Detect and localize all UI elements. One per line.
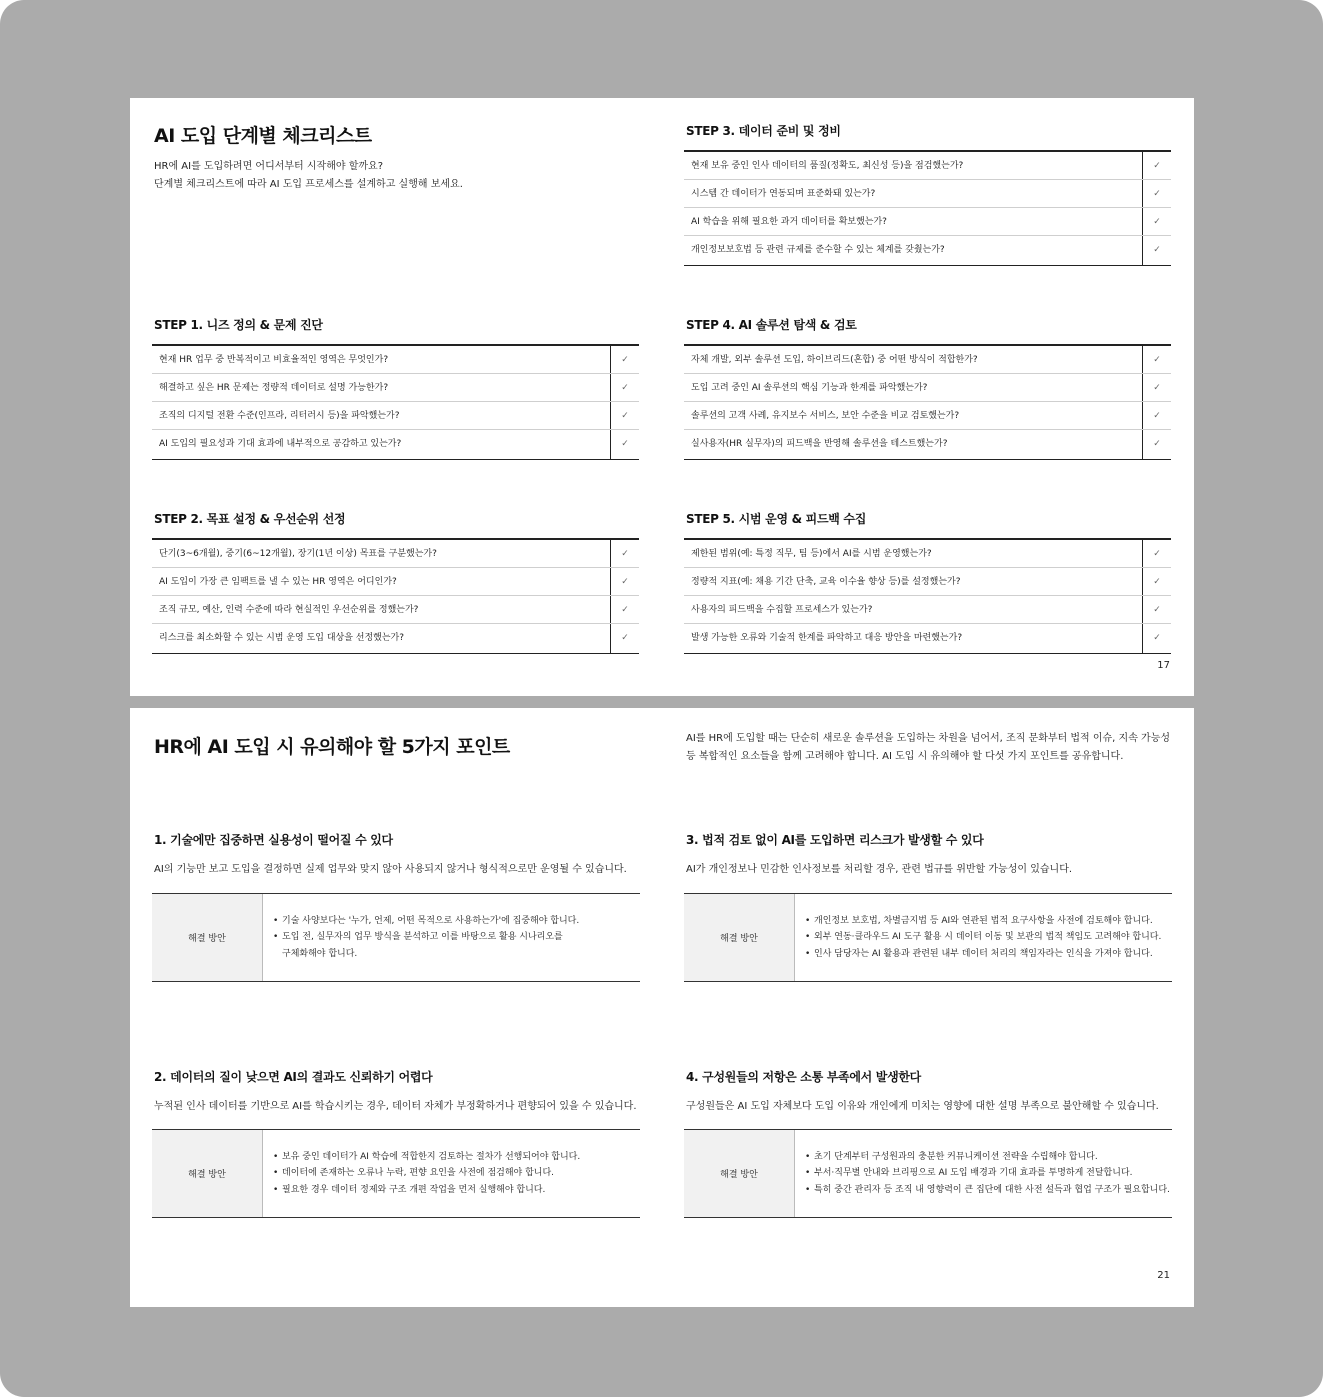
step-3-title: STEP 3. 데이터 준비 및 정비 — [686, 124, 841, 138]
solution-text: 외부 연동·클라우드 AI 도구 활용 시 데이터 이동 및 보관의 법적 책임도 고려해야 합니다. — [814, 932, 1162, 943]
solution-text: 필요한 경우 데이터 정제와 구조 개편 작업을 먼저 실행해야 합니다. — [282, 1184, 546, 1195]
bullet-icon: • — [805, 915, 811, 926]
solution-item — [805, 1165, 1172, 1182]
intro-line: 등 복합적인 요소들을 함께 고려해야 합니다. AI 도입 시 유의해야 할 다섯 가지 포인트를 공유합니다. — [686, 751, 1124, 762]
checklist-row[interactable] — [684, 236, 1171, 265]
bullet-icon: • — [805, 1151, 811, 1162]
document-page-21 — [130, 708, 1194, 1307]
checklist-question: 조직 규모, 예산, 인력 수준에 따라 현실적인 우선순위를 정했는가? — [159, 605, 419, 615]
solution-text: 특히 중간 관리자 등 조직 내 영향력이 큰 집단에 대한 사전 설득과 협업 구조가 필요합니다. — [814, 1184, 1170, 1195]
step-3-checklist — [684, 150, 1171, 266]
checkbox-icon[interactable]: ✓ — [1142, 152, 1171, 179]
solution-text: 도입 전, 실무자의 업무 방식을 분석하고 이를 바탕으로 활용 시나리오를 구체화해야 합니다. — [282, 932, 563, 959]
checkbox-icon[interactable]: ✓ — [1142, 624, 1171, 653]
page-title: AI 도입 단계별 체크리스트 — [154, 125, 372, 147]
bullet-icon: • — [273, 1184, 279, 1195]
checklist-question: 도입 고려 중인 AI 솔루션의 핵심 기능과 한계를 파악했는가? — [691, 383, 928, 393]
checkbox-icon[interactable]: ✓ — [1142, 346, 1171, 373]
solution-item — [805, 913, 1172, 930]
solution-text: 개인정보 보호법, 차별금지법 등 AI와 연관된 법적 요구사항을 사전에 검토해야 합니다. — [814, 915, 1153, 926]
solution-text: 데이터에 존재하는 오류나 누락, 편향 요인을 사전에 점검해야 합니다. — [282, 1168, 555, 1179]
checklist-question: 정량적 지표(예: 채용 기간 단축, 교육 이수율 향상 등)를 설정했는가? — [691, 577, 961, 587]
document-page-17 — [130, 98, 1194, 696]
checklist-row[interactable] — [152, 568, 639, 596]
solution-item — [805, 1149, 1172, 1166]
checklist-row[interactable] — [684, 152, 1171, 180]
checklist-row[interactable] — [152, 540, 639, 568]
point-1-title: 1. 기술에만 집중하면 실용성이 떨어질 수 있다 — [154, 833, 393, 847]
solution-text: 인사 담당자는 AI 활용과 관련된 내부 데이터 처리의 책임자라는 인식을 가져야 합니다. — [814, 948, 1153, 959]
solution-item — [805, 929, 1172, 946]
point-4-description: 구성원들은 AI 도입 자체보다 도입 이유와 개인에게 미치는 영향에 대한 설명 부족으로 불안해할 수 있습니다. — [686, 1101, 1159, 1112]
solution-item — [805, 1182, 1172, 1199]
checkbox-icon[interactable]: ✓ — [1142, 430, 1171, 459]
step-2-title: STEP 2. 목표 설정 & 우선순위 선정 — [154, 512, 346, 526]
checkbox-icon[interactable]: ✓ — [1142, 568, 1171, 595]
point-2-solution-table — [152, 1129, 640, 1218]
point-3-solution-table — [684, 893, 1172, 982]
solution-list — [263, 1130, 640, 1217]
solution-item — [273, 1182, 640, 1199]
solution-text: 기술 사양보다는 '누가, 언제, 어떤 목적으로 사용하는가'에 집중해야 합니다. — [282, 915, 580, 926]
checkbox-icon[interactable]: ✓ — [610, 402, 639, 429]
checkbox-icon[interactable]: ✓ — [610, 540, 639, 567]
checklist-row[interactable] — [152, 346, 639, 374]
checklist-question: AI 도입이 가장 큰 임팩트를 낼 수 있는 HR 영역은 어디인가? — [159, 577, 397, 587]
bullet-icon: • — [805, 1168, 811, 1179]
checklist-question: 발생 가능한 오류와 기술적 한계를 파악하고 대응 방안을 마련했는가? — [691, 633, 963, 643]
bullet-icon: • — [805, 1184, 811, 1195]
bullet-icon: • — [273, 915, 279, 926]
page-title: HR에 AI 도입 시 유의해야 할 5가지 포인트 — [154, 736, 510, 758]
checklist-row[interactable] — [684, 596, 1171, 624]
checklist-question: AI 학습을 위해 필요한 과거 데이터를 확보했는가? — [691, 217, 887, 227]
checklist-row[interactable] — [684, 346, 1171, 374]
checklist-question: 현재 보유 중인 인사 데이터의 품질(정확도, 최신성 등)을 점검했는가? — [691, 161, 964, 171]
checklist-question: 시스템 간 데이터가 연동되며 표준화돼 있는가? — [691, 189, 876, 199]
checkbox-icon[interactable]: ✓ — [610, 430, 639, 459]
checklist-question: 해결하고 싶은 HR 문제는 정량적 데이터로 설명 가능한가? — [159, 383, 389, 393]
bullet-icon: • — [273, 1168, 279, 1179]
checklist-question: AI 도입의 필요성과 기대 효과에 내부적으로 공감하고 있는가? — [159, 439, 402, 449]
page-number: 21 — [1157, 1270, 1170, 1281]
checkbox-icon[interactable]: ✓ — [1142, 596, 1171, 623]
checklist-question: 단기(3~6개월), 중기(6~12개월), 장기(1년 이상) 목표를 구분했는가? — [159, 549, 437, 559]
point-2-description: 누적된 인사 데이터를 기반으로 AI를 학습시키는 경우, 데이터 자체가 부정확하거나 편향되어 있을 수 있습니다. — [154, 1101, 637, 1112]
page-intro — [686, 730, 1170, 766]
solution-item — [273, 1165, 640, 1182]
checklist-question: 조직의 디지털 전환 수준(인프라, 리터러시 등)을 파악했는가? — [159, 411, 400, 421]
point-4-title: 4. 구성원들의 저항은 소통 부족에서 발생한다 — [686, 1070, 921, 1084]
checklist-question: 솔루션의 고객 사례, 유지보수 서비스, 보안 수준을 비교 검토했는가? — [691, 411, 960, 421]
solution-text: 부서·직무별 안내와 브리핑으로 AI 도입 배경과 기대 효과를 투명하게 전달합니다. — [814, 1168, 1133, 1179]
solution-item — [273, 913, 640, 930]
solution-label: 해결 방안 — [684, 894, 795, 981]
solution-list — [795, 1130, 1172, 1217]
bullet-icon: • — [273, 932, 279, 943]
step-4-checklist — [684, 344, 1171, 460]
page-number: 17 — [1157, 660, 1170, 671]
checklist-row[interactable] — [684, 402, 1171, 430]
point-4-solution-table — [684, 1129, 1172, 1218]
checkbox-icon[interactable]: ✓ — [610, 596, 639, 623]
checklist-question: 리스크를 최소화할 수 있는 시범 운영 도입 대상을 선정했는가? — [159, 633, 405, 643]
checklist-row[interactable] — [684, 430, 1171, 459]
checklist-question: 개인정보보호법 등 관련 규제를 준수할 수 있는 체계를 갖췄는가? — [691, 245, 945, 255]
bullet-icon: • — [805, 948, 811, 959]
checkbox-icon[interactable]: ✓ — [610, 374, 639, 401]
point-1-description: AI의 기능만 보고 도입을 결정하면 실제 업무와 맞지 않아 사용되지 않거나 형식적으로만 운영될 수 있습니다. — [154, 864, 627, 875]
bullet-icon: • — [805, 932, 811, 943]
solution-list — [795, 894, 1172, 981]
checklist-row[interactable] — [152, 402, 639, 430]
checklist-question: 자체 개발, 외부 솔루션 도입, 하이브리드(혼합) 중 어떤 방식이 적합한가? — [691, 355, 978, 365]
point-3-description: AI가 개인정보나 민감한 인사정보를 처리할 경우, 관련 법규를 위반할 가능성이 있습니다. — [686, 864, 1073, 875]
solution-label: 해결 방안 — [152, 1130, 263, 1217]
intro-line: HR에 AI를 도입하려면 어디서부터 시작해야 할까요? — [154, 161, 383, 172]
checklist-row[interactable] — [684, 624, 1171, 653]
point-3-title: 3. 법적 검토 없이 AI를 도입하면 리스크가 발생할 수 있다 — [686, 833, 984, 847]
checklist-question: 현재 HR 업무 중 반복적이고 비효율적인 영역은 무엇인가? — [159, 355, 389, 365]
intro-line: AI를 HR에 도입할 때는 단순히 새로운 솔루션을 도입하는 차원을 넘어서, 조직 문화부터 법적 이슈, 지속 가능성 — [686, 733, 1171, 744]
checklist-row[interactable] — [152, 430, 639, 459]
checkbox-icon[interactable]: ✓ — [1142, 374, 1171, 401]
checklist-row[interactable] — [152, 374, 639, 402]
point-1-solution-table — [152, 893, 640, 982]
intro-line: 단계별 체크리스트에 따라 AI 도입 프로세스를 설계하고 실행해 보세요. — [154, 179, 463, 190]
solution-text: 보유 중인 데이터가 AI 학습에 적합한지 검토하는 절차가 선행되어야 합니다. — [282, 1151, 581, 1162]
checkbox-icon[interactable]: ✓ — [1142, 540, 1171, 567]
step-1-title: STEP 1. 니즈 정의 & 문제 진단 — [154, 318, 323, 332]
solution-item — [273, 929, 640, 962]
checkbox-icon[interactable]: ✓ — [1142, 402, 1171, 429]
checklist-question: 실사용자(HR 실무자)의 피드백을 반영해 솔루션을 테스트했는가? — [691, 439, 948, 449]
bullet-icon: • — [273, 1151, 279, 1162]
checklist-row[interactable] — [684, 374, 1171, 402]
solution-label: 해결 방안 — [152, 894, 263, 981]
checkbox-icon[interactable]: ✓ — [1142, 180, 1171, 207]
checkbox-icon[interactable]: ✓ — [610, 624, 639, 653]
solution-item — [273, 1149, 640, 1166]
page-intro — [154, 158, 463, 194]
checklist-question: 사용자의 피드백을 수집할 프로세스가 있는가? — [691, 605, 873, 615]
step-5-checklist — [684, 538, 1171, 654]
checklist-row[interactable] — [684, 540, 1171, 568]
checklist-row[interactable] — [152, 624, 639, 653]
step-2-checklist — [152, 538, 639, 654]
solution-label: 해결 방안 — [684, 1130, 795, 1217]
solution-text: 초기 단계부터 구성원과의 충분한 커뮤니케이션 전략을 수립해야 합니다. — [814, 1151, 1098, 1162]
solution-list — [263, 894, 640, 981]
checkbox-icon[interactable]: ✓ — [1142, 208, 1171, 235]
point-2-title: 2. 데이터의 질이 낮으면 AI의 결과도 신뢰하기 어렵다 — [154, 1070, 433, 1084]
checklist-row[interactable] — [152, 596, 639, 624]
step-5-title: STEP 5. 시범 운영 & 피드백 수집 — [686, 512, 866, 526]
checklist-row[interactable] — [684, 180, 1171, 208]
checkbox-icon[interactable]: ✓ — [610, 568, 639, 595]
checklist-row[interactable] — [684, 568, 1171, 596]
checklist-question: 제한된 범위(예: 특정 직무, 팀 등)에서 AI를 시범 운영했는가? — [691, 549, 932, 559]
checkbox-icon[interactable]: ✓ — [1142, 236, 1171, 265]
solution-item — [805, 946, 1172, 963]
step-4-title: STEP 4. AI 솔루션 탐색 & 검토 — [686, 318, 857, 332]
checklist-row[interactable] — [684, 208, 1171, 236]
step-1-checklist — [152, 344, 639, 460]
checkbox-icon[interactable]: ✓ — [610, 346, 639, 373]
